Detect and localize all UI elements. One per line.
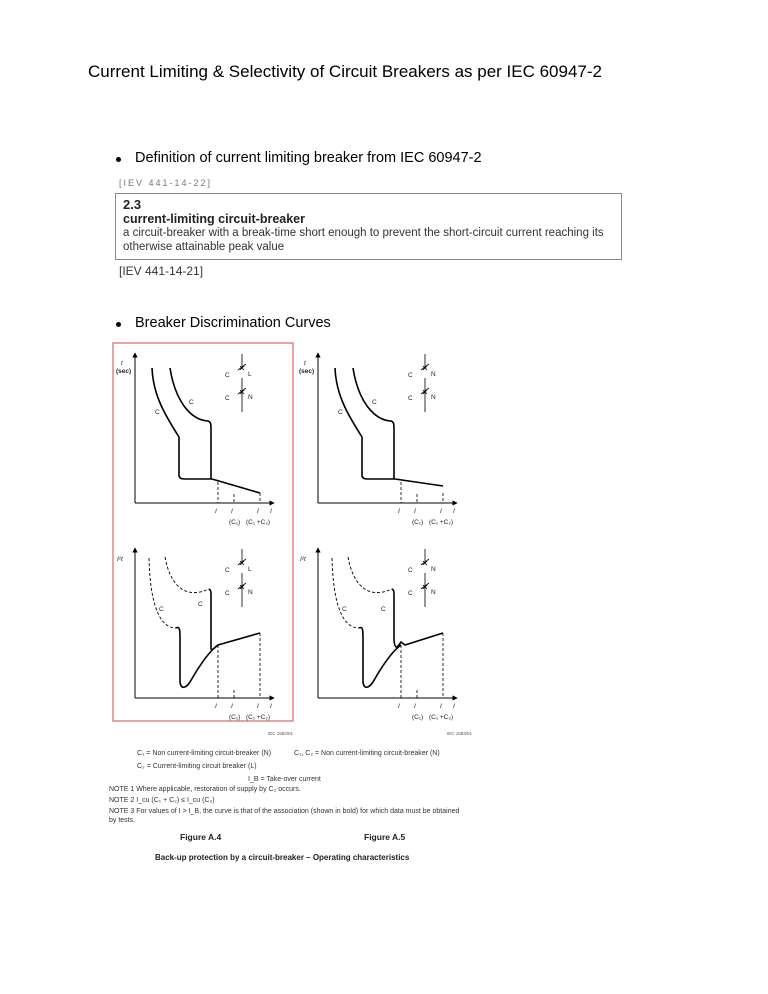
figure-a5-label: Figure A.5 bbox=[364, 832, 406, 842]
axis-label: (C₁ +C₂) bbox=[429, 519, 454, 526]
axis-label: (C₁ +C₂) bbox=[246, 714, 271, 721]
legend-right: C₁, C₂ = Non current-limiting circuit-breaker (N) bbox=[294, 750, 440, 757]
switch-label-c2: C bbox=[225, 372, 230, 379]
iec-ref-left: IEC 1582/01 bbox=[268, 731, 294, 736]
curve-label-c1: C bbox=[338, 409, 343, 416]
axis-label-t: t bbox=[304, 360, 306, 367]
axis-label: I bbox=[414, 508, 416, 515]
switch-label-c2: C bbox=[408, 372, 413, 379]
switch-label-n: N bbox=[431, 394, 436, 401]
axis-label: I bbox=[453, 703, 455, 710]
curve-label-c2: C bbox=[189, 399, 194, 406]
axis-label-sec: (sec) bbox=[299, 368, 315, 375]
definition-text-2: otherwise attainable peak value bbox=[123, 241, 285, 253]
axis-label-i2t: I²t bbox=[117, 556, 123, 563]
switch-label-c1: C bbox=[408, 395, 413, 402]
figure-caption: Back-up protection by a circuit-breaker – Operating characteristics bbox=[155, 853, 410, 862]
axis-label: (C₁ +C₂) bbox=[429, 714, 454, 721]
switch-label-c2: C bbox=[225, 567, 230, 574]
axis-label: I bbox=[215, 508, 217, 515]
axis-label-t: t bbox=[121, 360, 123, 367]
note-2: NOTE 2 I_cu (C₁ + C₂) ≤ I_cu (C₂) bbox=[109, 797, 215, 804]
definition-text-1: a circuit-breaker with a break-time short enough to prevent the short-circuit current reaching its bbox=[123, 227, 604, 239]
axis-label: I bbox=[270, 508, 272, 515]
x-axis-labels bbox=[215, 508, 455, 721]
axis-label: (C₁) bbox=[229, 714, 241, 721]
clipped-reference: [IEV 441-14-22] bbox=[119, 178, 213, 188]
definition-term: current-limiting circuit-breaker bbox=[123, 212, 305, 226]
axis-label: I bbox=[215, 703, 217, 710]
note-3: NOTE 3 For values of I > I_B, the curve is that of the association (shown in bold) for which data must be obtained bbox=[109, 808, 460, 815]
curve-label-c1: C bbox=[155, 409, 160, 416]
axis-label: I bbox=[398, 703, 400, 710]
axis-label: I bbox=[257, 508, 259, 515]
axis-label: I bbox=[398, 508, 400, 515]
switch-label-l: L bbox=[248, 371, 252, 378]
axis-label: (C₁) bbox=[412, 714, 424, 721]
legend-c1-left: C₁ = Non current-limiting circuit-breaker (N) bbox=[137, 750, 272, 757]
switch-label-c1: C bbox=[408, 590, 413, 597]
definition-number: 2.3 bbox=[123, 197, 142, 212]
axis-label: (C₁) bbox=[412, 519, 424, 526]
curve-label-c2: C bbox=[372, 399, 377, 406]
switch-label-c1: C bbox=[225, 395, 230, 402]
switch-label-n: N bbox=[431, 566, 436, 573]
axis-label: I bbox=[440, 508, 442, 515]
curve-label-c1: C bbox=[342, 606, 347, 613]
note-1: NOTE 1 Where applicable, restoration of supply by C₂ occurs. bbox=[109, 786, 301, 793]
switch-label-c2: C bbox=[408, 567, 413, 574]
legend-c2-left: C₂ = Current-limiting circuit breaker (L) bbox=[137, 763, 257, 770]
axis-label: I bbox=[231, 508, 233, 515]
bullet-curves: Breaker Discrimination Curves bbox=[135, 315, 331, 331]
axis-label: I bbox=[270, 703, 272, 710]
axis-label: (C₁ +C₂) bbox=[246, 519, 271, 526]
axis-label: I bbox=[257, 703, 259, 710]
curve-label-c2: C bbox=[381, 606, 386, 613]
figure-a4-label: Figure A.4 bbox=[180, 832, 222, 842]
axis-label-sec: (sec) bbox=[116, 368, 132, 375]
page-title: Current Limiting & Selectivity of Circuit Breakers as per IEC 60947-2 bbox=[88, 62, 602, 81]
axis-label: I bbox=[414, 703, 416, 710]
curve-label-c2: C bbox=[198, 601, 203, 608]
switch-label-n: N bbox=[248, 394, 253, 401]
highlight-box bbox=[113, 343, 293, 721]
switch-label-n: N bbox=[431, 371, 436, 378]
switch-label-c1: C bbox=[225, 590, 230, 597]
legend-takeover: I_B = Take-over current bbox=[248, 776, 321, 783]
axis-label: I bbox=[231, 703, 233, 710]
switch-label-l: L bbox=[248, 566, 252, 573]
note-3-cont: by tests. bbox=[109, 817, 136, 824]
axis-label: I bbox=[440, 703, 442, 710]
iec-ref-right: IEC 1583/01 bbox=[447, 731, 473, 736]
axis-label: I bbox=[453, 508, 455, 515]
axis-label: (C₁) bbox=[229, 519, 241, 526]
definition-reference: [IEV 441-14-21] bbox=[119, 264, 204, 278]
bullet-definition: Definition of current limiting breaker from IEC 60947-2 bbox=[135, 150, 482, 166]
curve-label-c1: C bbox=[159, 606, 164, 613]
switch-label-n: N bbox=[248, 589, 253, 596]
switch-label-n: N bbox=[431, 589, 436, 596]
axis-label-i2t: I²t bbox=[300, 556, 306, 563]
